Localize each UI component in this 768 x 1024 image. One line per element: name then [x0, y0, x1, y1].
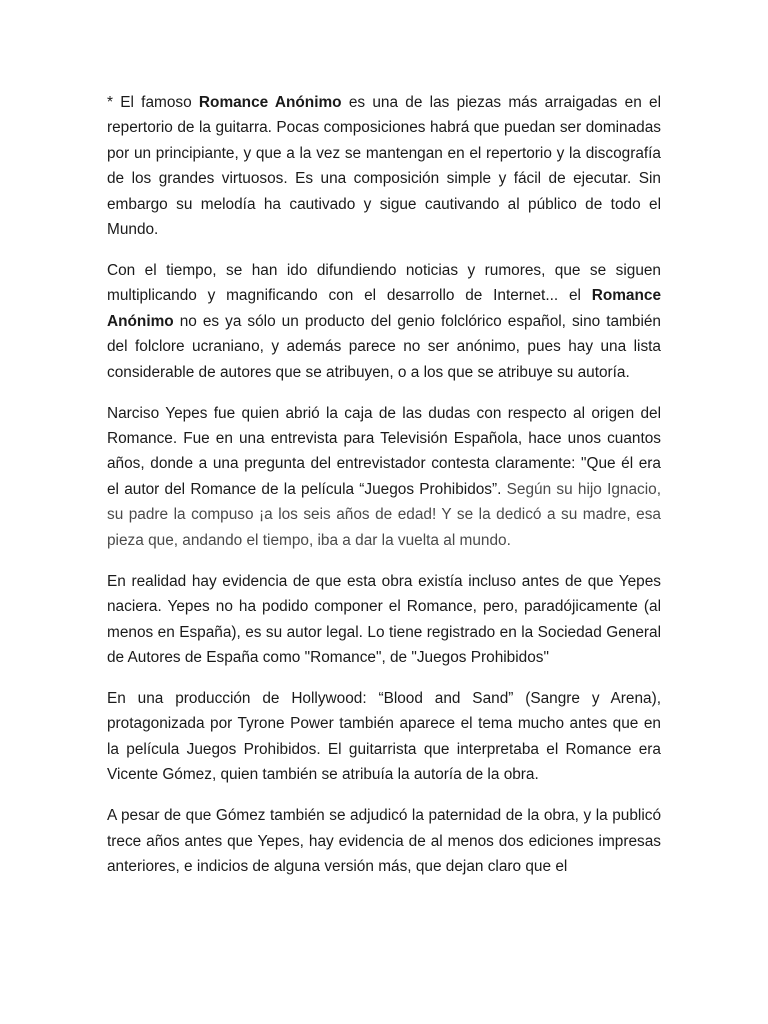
paragraph-2-bold-title: Romance Anónimo	[107, 287, 661, 330]
paragraph-1-bold-title: Romance Anónimo	[198, 94, 342, 111]
paragraph-5: En una producción de Hollywood: “Blood and Sand” (Sangre y Arena), protagonizada por Tyrone Power también aparece el tema mucho antes que en la película Juegos Prohibidos. El guitarrista que interpretaba el Romance era Vicente Gómez, quien también se atribuía la autoría de la obra.	[107, 689, 661, 784]
document-page	[107, 90, 661, 895]
paragraph-3-body: Narciso Yepes fue quien abrió la caja de las dudas con respecto al origen del Romance. Fue en una entrevista para Televisión Española, hace unos cuantos años, donde a una pregunta del entrevistador contesta claramente: "Que él era el autor del Romance de la película “Juegos Prohibidos”.	[107, 404, 661, 498]
paragraph-2-body: no es ya sólo un producto del genio folclórico español, sino también del folclore ucraniano, y además parece no ser anónimo, pues hay una lista considerable de autores que se atribuyen, o a los que se atribuye su autoría.	[107, 312, 661, 381]
paragraph-1-body: es una de las piezas más arraigadas en el repertorio de la guitarra. Pocas composiciones habrá que puedan ser dominadas por un principiante, y que a la vez se mantengan en el repertorio y la discografía de los grandes virtuosos. Es una composición simple y fácil de ejecutar. Sin embargo su melodía ha cautivado y sigue cautivando al público de todo el Mundo.	[107, 94, 661, 239]
paragraph-1-intro: * El famoso	[107, 94, 199, 111]
paragraph-2-intro: Con el tiempo, se han ido difundiendo noticias y rumores, que se siguen multiplicando y magnificando con el desarrollo de Internet... el	[107, 262, 661, 305]
paragraph-3-quote: Según su hijo Ignacio, su padre la compuso ¡a los seis años de edad! Y se la dedicó a su madre, esa pieza que, andando el tiempo, iba a dar la vuelta al mundo.	[107, 480, 661, 549]
paragraph-1	[107, 90, 661, 242]
paragraph-4: En realidad hay evidencia de que esta obra existía incluso antes de que Yepes naciera. Yepes no ha podido componer el Romance, pero, paradójicamente (al menos en España), es su autor legal. Lo tiene registrado en la Sociedad General de Autores de España como "Romance", de "Juegos Prohibidos"	[107, 572, 661, 666]
paragraph-3	[107, 401, 661, 553]
paragraph-2	[107, 258, 661, 385]
paragraph-6: A pesar de que Gómez también se adjudicó la paternidad de la obra, y la publicó trece años antes que Yepes, hay evidencia de al menos dos ediciones impresas anteriores, e indicios de alguna versión más, que dejan claro que el	[107, 807, 661, 875]
